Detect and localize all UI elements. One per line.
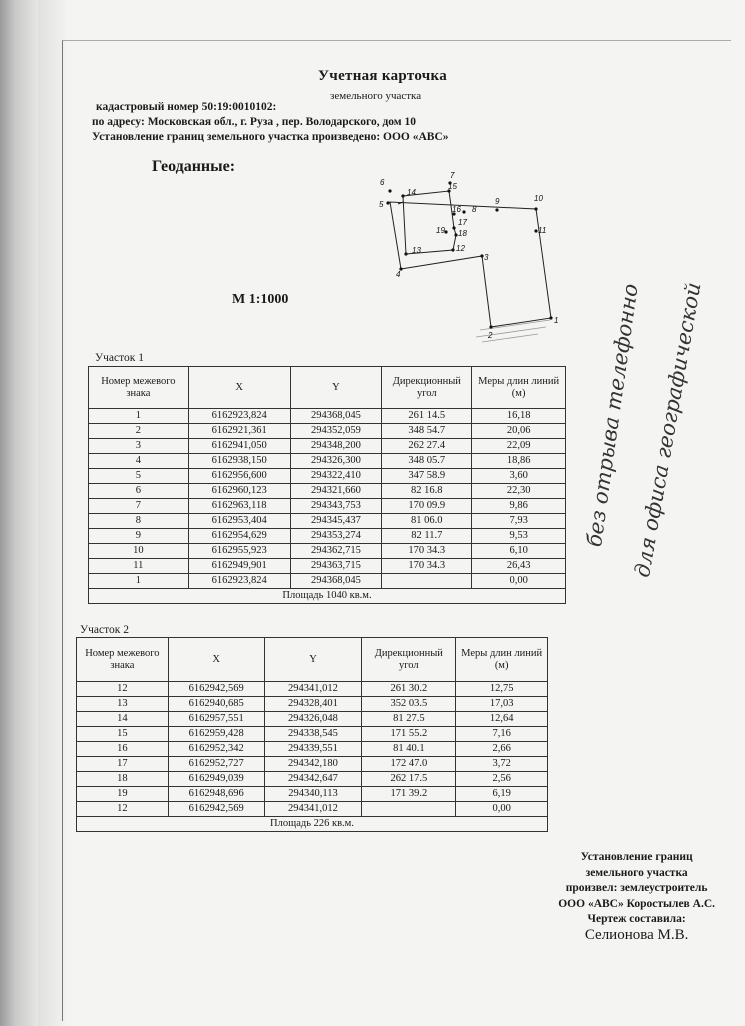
table-row [89, 469, 566, 484]
cell-number: 19 [77, 787, 169, 802]
cell-number: 1 [89, 409, 189, 424]
point-label-1: 1 [554, 316, 559, 325]
cell-x: 6162948,696 [168, 787, 264, 802]
point-label-8: 8 [472, 205, 477, 214]
point-label-11: 11 [538, 226, 547, 235]
signature-name: Селионова М.В. [584, 926, 689, 943]
cell-angle [382, 574, 472, 589]
cell-x: 6162952,727 [168, 757, 264, 772]
cell-y: 294328,401 [264, 697, 362, 712]
point-label-15: 15 [448, 182, 457, 191]
table-row [89, 424, 566, 439]
cell-length: 22,09 [472, 439, 566, 454]
cell-number: 9 [89, 529, 189, 544]
signature-line-1: Установление границ [580, 851, 693, 863]
geodata-label: Геоданные: [152, 158, 236, 175]
cell-y: 294353,274 [290, 529, 382, 544]
scan-shadow-edge [0, 0, 38, 1026]
cell-length: 3,72 [456, 757, 548, 772]
cell-angle: 170 09.9 [382, 499, 472, 514]
cell-y: 294362,715 [290, 544, 382, 559]
cell-y: 294345,437 [290, 514, 382, 529]
point-label-14: 14 [407, 188, 416, 197]
cell-number: 15 [77, 727, 169, 742]
cell-angle: 170 34.3 [382, 559, 472, 574]
cell-number: 2 [89, 424, 189, 439]
signature-line-4: ООО «АВС» Коростылев А.С. [558, 897, 715, 910]
table-row [89, 439, 566, 454]
col-header-x: X [168, 638, 264, 682]
cell-x: 6162953,404 [188, 514, 290, 529]
cell-angle: 261 30.2 [362, 682, 456, 697]
cell-x: 6162954,629 [188, 529, 290, 544]
cell-length: 7,93 [472, 514, 566, 529]
cell-length: 6,19 [456, 787, 548, 802]
cell-x: 6162923,824 [188, 409, 290, 424]
cell-length: 3,60 [472, 469, 566, 484]
cell-number: 11 [89, 559, 189, 574]
cell-angle: 81 27.5 [362, 712, 456, 727]
cell-y: 294326,300 [290, 454, 382, 469]
point-label-4: 4 [396, 270, 401, 279]
cell-length: 9,86 [472, 499, 566, 514]
table-row [77, 742, 548, 757]
scale-label: М 1:1000 [232, 292, 289, 307]
signature-line-5: Чертеж составила: [587, 913, 686, 925]
point-label-18: 18 [458, 229, 467, 238]
point-label-5: 5 [379, 200, 384, 209]
cell-x: 6162942,569 [168, 682, 264, 697]
point-label-17: 17 [458, 218, 467, 227]
cell-number: 17 [77, 757, 169, 772]
cell-x: 6162959,428 [168, 727, 264, 742]
cell-length: 17,03 [456, 697, 548, 712]
col-header-y: Y [290, 367, 382, 409]
cell-angle: 262 27.4 [382, 439, 472, 454]
cell-angle: 172 47.0 [362, 757, 456, 772]
cell-angle: 81 06.0 [382, 514, 472, 529]
cell-angle: 82 16.8 [382, 484, 472, 499]
table-row [89, 484, 566, 499]
cell-x: 6162956,600 [188, 469, 290, 484]
cell-y: 294363,715 [290, 559, 382, 574]
point-label-2: 2 [488, 331, 493, 340]
cell-angle: 171 39.2 [362, 787, 456, 802]
cell-length: 12,75 [456, 682, 548, 697]
point-label-19: 19 [436, 226, 445, 235]
address-line: по адресу: Московская обл., г. Руза , пер. Володарского, дом 10 [92, 116, 416, 128]
cell-x: 6162960,123 [188, 484, 290, 499]
table-row [89, 409, 566, 424]
cell-number: 8 [89, 514, 189, 529]
cell-length: 2,66 [456, 742, 548, 757]
cell-x: 6162923,824 [188, 574, 290, 589]
table-row [77, 727, 548, 742]
cell-angle [362, 802, 456, 817]
cell-angle: 170 34.3 [382, 544, 472, 559]
table-row [89, 559, 566, 574]
point-label-10: 10 [534, 194, 543, 203]
cell-y: 294343,753 [290, 499, 382, 514]
cell-x: 6162949,039 [168, 772, 264, 787]
cell-angle: 261 14.5 [382, 409, 472, 424]
cell-angle: 348 54.7 [382, 424, 472, 439]
document-title: Учетная карточка [318, 68, 448, 84]
handwritten-note-1: без отрыва телефонно [582, 282, 643, 549]
table-row [89, 574, 566, 589]
cell-y: 294326,048 [264, 712, 362, 727]
point-label-7: 7 [450, 171, 455, 180]
document-subtitle: земельного участка [330, 90, 422, 102]
cell-number: 7 [89, 499, 189, 514]
cell-x: 6162949,901 [188, 559, 290, 574]
parcel2-label: Участок 2 [80, 624, 129, 636]
table-row [89, 514, 566, 529]
cell-number: 13 [77, 697, 169, 712]
point-label-6: 6 [380, 178, 385, 187]
parcel2-boundary [403, 191, 456, 254]
col-header-x: X [188, 367, 290, 409]
parcel1-label: Участок 1 [95, 352, 144, 364]
cell-x: 6162942,569 [168, 802, 264, 817]
cell-length: 7,16 [456, 727, 548, 742]
cell-number: 14 [77, 712, 169, 727]
cell-length: 16,18 [472, 409, 566, 424]
cell-length: 18,86 [472, 454, 566, 469]
col-header-number: Номер межевого знака [77, 638, 169, 682]
cell-angle: 171 55.2 [362, 727, 456, 742]
parcel1-boundary [390, 202, 551, 327]
cell-number: 5 [89, 469, 189, 484]
cell-number: 3 [89, 439, 189, 454]
parcel1-table [88, 366, 566, 604]
cell-y: 294321,660 [290, 484, 382, 499]
cell-y: 294340,113 [264, 787, 362, 802]
cell-y: 294368,045 [290, 574, 382, 589]
col-header-number: Номер межевого знака [89, 367, 189, 409]
table-row [77, 757, 548, 772]
cell-number: 1 [89, 574, 189, 589]
cell-x: 6162941,050 [188, 439, 290, 454]
parcel1-area: Площадь 1040 кв.м. [89, 589, 566, 604]
table-row [77, 697, 548, 712]
cell-number: 6 [89, 484, 189, 499]
signature-block [558, 850, 715, 943]
cell-y: 294348,200 [290, 439, 382, 454]
col-header-length: Меры длин линий (м) [472, 367, 566, 409]
cadastral-number: кадастровый номер 50:19:0010102: [96, 101, 277, 113]
table-row [77, 772, 548, 787]
cell-x: 6162952,342 [168, 742, 264, 757]
cell-y: 294338,545 [264, 727, 362, 742]
cell-angle: 262 17.5 [362, 772, 456, 787]
handwritten-note-2: для офиса географической [630, 280, 706, 580]
point-label-16: 16 [452, 205, 461, 214]
cell-x: 6162940,685 [168, 697, 264, 712]
signature-line-3: произвел: землеустроитель [565, 882, 708, 894]
cell-angle: 347 58.9 [382, 469, 472, 484]
point-label-13: 13 [412, 246, 421, 255]
cell-length: 22,30 [472, 484, 566, 499]
cell-y: 294368,045 [290, 409, 382, 424]
cell-angle: 352 03.5 [362, 697, 456, 712]
cell-y: 294342,647 [264, 772, 362, 787]
cell-length: 0,00 [472, 574, 566, 589]
cell-y: 294341,012 [264, 682, 362, 697]
cell-length: 20,06 [472, 424, 566, 439]
cell-number: 16 [77, 742, 169, 757]
parcel2-area: Площадь 226 кв.м. [77, 817, 548, 832]
cell-number: 4 [89, 454, 189, 469]
table-row [89, 544, 566, 559]
cell-y: 294342,180 [264, 757, 362, 772]
signature-line-2: земельного участка [585, 866, 688, 879]
col-header-y: Y [264, 638, 362, 682]
point-label-9: 9 [495, 197, 500, 206]
cell-length: 9,53 [472, 529, 566, 544]
cell-number: 12 [77, 802, 169, 817]
parcel1-rows [89, 409, 566, 589]
parcel2-rows [77, 682, 548, 817]
table-row [77, 787, 548, 802]
cell-x: 6162921,361 [188, 424, 290, 439]
point-label-3: 3 [484, 253, 489, 262]
cell-length: 26,43 [472, 559, 566, 574]
cell-angle: 348 05.7 [382, 454, 472, 469]
col-header-length: Меры длин линий (м) [456, 638, 548, 682]
cell-x: 6162957,551 [168, 712, 264, 727]
table-row [77, 682, 548, 697]
established-line: Установление границ земельного участка произведено: ООО «АВС» [92, 131, 449, 143]
cell-number: 18 [77, 772, 169, 787]
table-row [77, 712, 548, 727]
table-row [89, 499, 566, 514]
col-header-angle: Дирекционный угол [362, 638, 456, 682]
cell-y: 294352,059 [290, 424, 382, 439]
table-row [77, 802, 548, 817]
point-label-12: 12 [456, 244, 465, 253]
cell-length: 0,00 [456, 802, 548, 817]
table-row [89, 529, 566, 544]
cell-y: 294339,551 [264, 742, 362, 757]
cell-number: 10 [89, 544, 189, 559]
parcel-diagram [370, 170, 570, 345]
parcel2-table [76, 637, 548, 832]
cell-x: 6162955,923 [188, 544, 290, 559]
cell-x: 6162938,150 [188, 454, 290, 469]
col-header-angle: Дирекционный угол [382, 367, 472, 409]
cell-length: 6,10 [472, 544, 566, 559]
cell-x: 6162963,118 [188, 499, 290, 514]
cell-angle: 81 40.1 [362, 742, 456, 757]
cell-y: 294341,012 [264, 802, 362, 817]
cell-angle: 82 11.7 [382, 529, 472, 544]
cell-number: 12 [77, 682, 169, 697]
cell-length: 2,56 [456, 772, 548, 787]
cell-y: 294322,410 [290, 469, 382, 484]
table-row [89, 454, 566, 469]
cell-length: 12,64 [456, 712, 548, 727]
